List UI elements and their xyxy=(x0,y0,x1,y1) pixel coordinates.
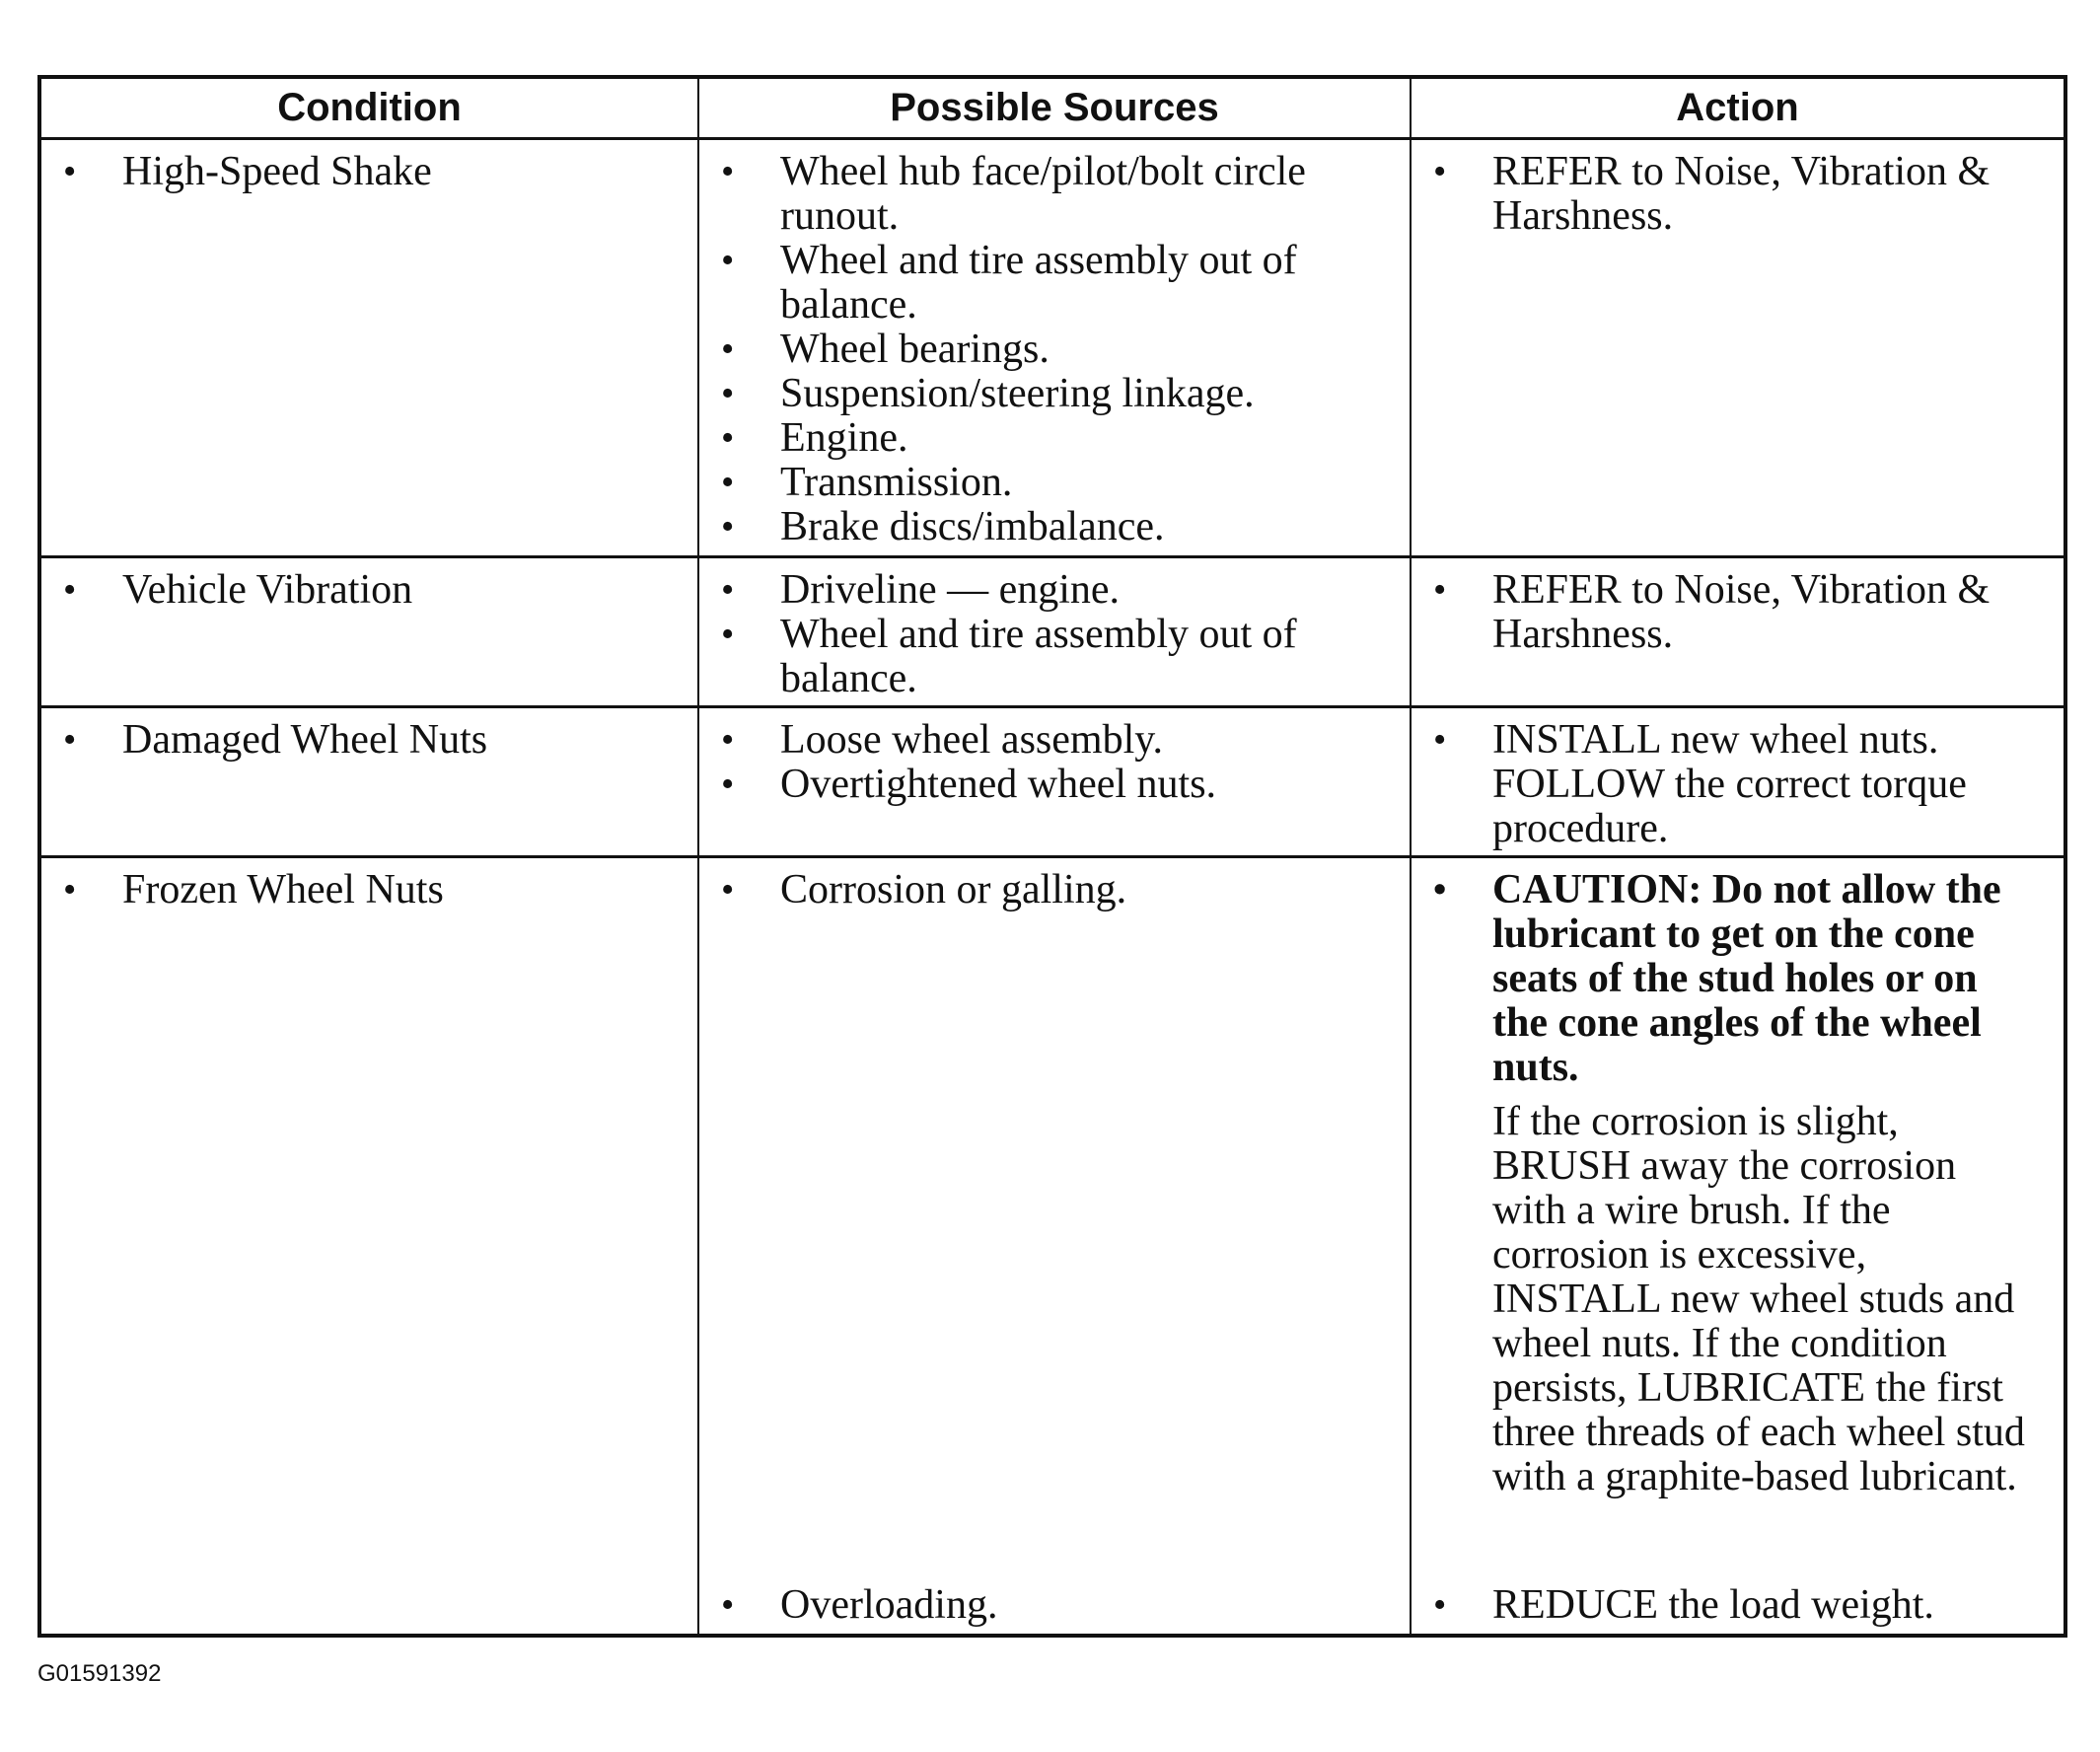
source-text: Wheel and tire assembly out of balance. xyxy=(780,238,1297,328)
row-4-sources-cell xyxy=(699,858,1412,1634)
action-text: REDUCE the load weight. xyxy=(1492,1582,1934,1628)
source-text: Corrosion or galling. xyxy=(780,867,1127,912)
action-text: INSTALL new wheel nuts. FOLLOW the correct torque procedure. xyxy=(1492,717,1967,851)
bullet-icon: • xyxy=(721,417,735,459)
caution-text: CAUTION: Do not allow the lubricant to get on the cone seats of the stud holes or on the cone angles of the wheel nuts. xyxy=(1492,867,2001,1090)
action-item xyxy=(1412,718,2034,851)
row-4-condition-cell xyxy=(41,858,699,1634)
source-item xyxy=(699,461,1380,505)
figure-id: G01591392 xyxy=(37,1660,162,1687)
row-3-condition-cell xyxy=(41,708,699,858)
action-item xyxy=(1412,568,2034,657)
row-1-action-cell xyxy=(1412,140,2064,558)
source-text: Engine. xyxy=(780,415,908,461)
action-text: REFER to Noise, Vibration & Harshness. xyxy=(1492,567,1991,657)
source-item xyxy=(699,416,1380,461)
source-item xyxy=(699,718,1380,763)
bullet-icon: • xyxy=(63,569,77,611)
bullet-icon: • xyxy=(1433,719,1447,761)
action-text: REFER to Noise, Vibration & Harshness. xyxy=(1492,149,1991,239)
condition-text: Damaged Wheel Nuts xyxy=(122,717,488,763)
source-text: Driveline — engine. xyxy=(780,567,1121,613)
bullet-icon: • xyxy=(721,1584,735,1626)
row-3-sources-cell xyxy=(699,708,1412,858)
header-action: Action xyxy=(1412,79,2064,140)
row-1-condition-cell xyxy=(41,140,699,558)
bullet-icon: • xyxy=(63,719,77,761)
condition-item xyxy=(41,568,697,613)
source-item xyxy=(699,505,1380,549)
condition-text: High-Speed Shake xyxy=(122,149,432,194)
bullet-icon: • xyxy=(63,869,77,911)
source-item xyxy=(699,328,1380,372)
source-item xyxy=(699,372,1380,416)
source-item xyxy=(699,150,1380,239)
bullet-icon: • xyxy=(721,569,735,611)
condition-item xyxy=(41,718,697,763)
bullet-icon: • xyxy=(721,764,735,805)
source-item xyxy=(699,568,1380,613)
header-possible-sources: Possible Sources xyxy=(699,79,1412,140)
source-item xyxy=(699,763,1380,807)
source-item xyxy=(699,239,1380,328)
source-text: Wheel hub face/pilot/bolt circle runout. xyxy=(780,149,1306,239)
source-item xyxy=(699,613,1380,701)
row-1-sources-cell xyxy=(699,140,1412,558)
bullet-icon: • xyxy=(721,869,735,911)
bullet-icon: • xyxy=(721,240,735,281)
condition-text: Vehicle Vibration xyxy=(122,567,413,613)
source-text: Brake discs/imbalance. xyxy=(780,504,1165,549)
condition-item xyxy=(41,150,697,194)
source-text: Suspension/steering linkage. xyxy=(780,371,1255,416)
source-item xyxy=(699,1583,1410,1628)
row-2-sources-cell xyxy=(699,558,1412,708)
bullet-icon: • xyxy=(721,614,735,655)
row-2-condition-cell xyxy=(41,558,699,708)
bullet-icon: • xyxy=(721,506,735,548)
action-item xyxy=(1412,1583,2064,1628)
bullet-icon: • xyxy=(63,151,77,192)
bullet-icon: • xyxy=(721,719,735,761)
source-text: Overtightened wheel nuts. xyxy=(780,762,1217,807)
action-item xyxy=(1412,150,2034,239)
source-text: Transmission. xyxy=(780,460,1013,505)
bullet-icon: • xyxy=(1433,151,1447,192)
action-paragraph: If the corrosion is slight, BRUSH away the corrosion with a wire brush. If the corrosion is excessive, INSTALL new wheel studs and wheel nuts. If the condition persists, LUBRICATE the first three threads of each wheel stud with a graphite-based lubricant. xyxy=(1492,1099,2025,1499)
bullet-icon: • xyxy=(721,462,735,503)
row-2-action-cell xyxy=(1412,558,2064,708)
bullet-icon: • xyxy=(721,328,735,370)
header-condition: Condition xyxy=(41,79,699,140)
source-text: Loose wheel assembly. xyxy=(780,717,1164,763)
bullet-icon: • xyxy=(1433,869,1447,911)
condition-item xyxy=(41,868,697,912)
row-3-action-cell xyxy=(1412,708,2064,858)
row-4-action-cell xyxy=(1412,858,2064,1634)
bullet-icon: • xyxy=(1433,1584,1447,1626)
source-text: Overloading. xyxy=(780,1582,998,1628)
bullet-icon: • xyxy=(1433,569,1447,611)
source-text: Wheel bearings. xyxy=(780,327,1050,372)
diagnosis-table xyxy=(37,75,2067,1638)
source-text: Wheel and tire assembly out of balance. xyxy=(780,612,1297,701)
condition-text: Frozen Wheel Nuts xyxy=(122,867,444,912)
caution-note xyxy=(1412,868,2034,1090)
bullet-icon: • xyxy=(721,373,735,414)
bullet-icon: • xyxy=(721,151,735,192)
source-item xyxy=(699,868,1380,912)
